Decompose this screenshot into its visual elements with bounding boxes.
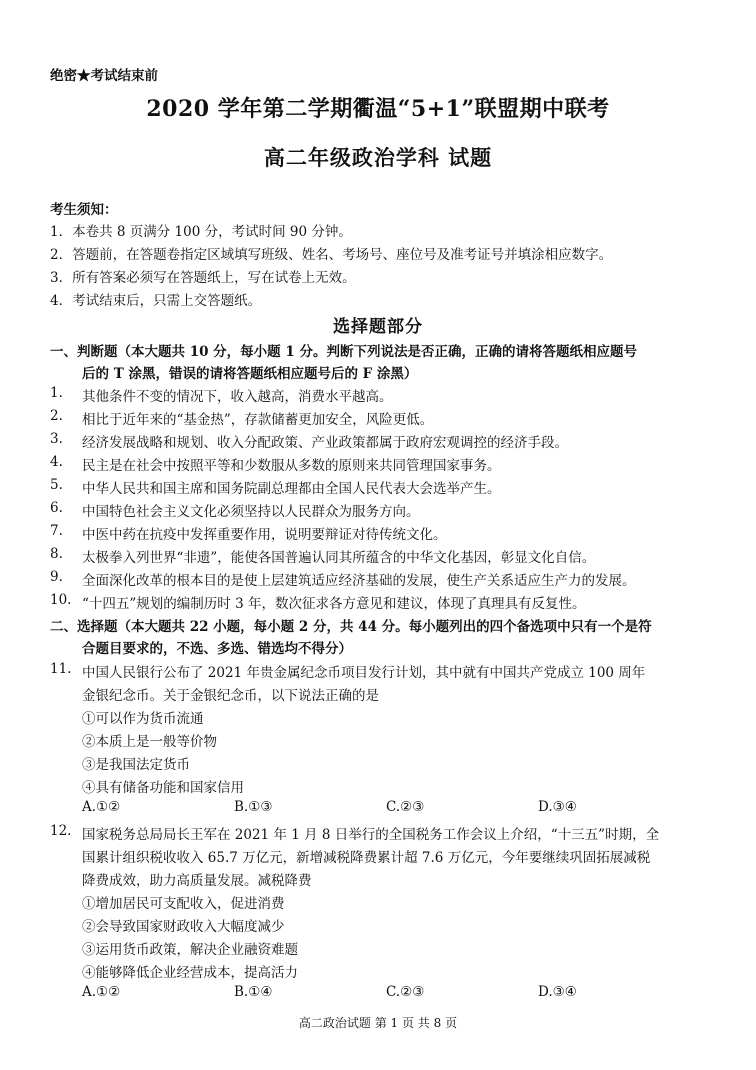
judgment-num: 1. (50, 385, 63, 401)
statement: ①增加居民可支配收入，促进消费 (82, 896, 285, 912)
exam-title: 2020 学年第二学期衢温“5+1”联盟期中联考 (146, 96, 610, 122)
question-stem: 中国人民银行公布了 2021 年贵金属纪念币项目发行计划，其中就有中国共产党成立 100 周年 (82, 665, 646, 681)
statement: ②会导致国家财政收入大幅度减少 (82, 919, 285, 935)
judgment-text: 经济发展战略和规划、收入分配政策、产业政策都属于政府宏观调控的经济手段。 (82, 435, 568, 451)
confidential-label: 绝密★考试结束前 (50, 68, 158, 84)
judgment-num: 7. (50, 523, 63, 539)
statement: ②本质上是一般等价物 (82, 734, 217, 750)
judgment-num: 4. (50, 454, 63, 470)
statement: ③是我国法定货币 (82, 757, 190, 773)
judgment-text: 其他条件不变的情况下，收入越高，消费水平越高。 (82, 389, 393, 405)
judgment-text: 民主是在社会中按照平等和少数服从多数的原则来共同管理国家事务。 (82, 458, 501, 474)
judgment-num: 10. (50, 592, 72, 608)
part1-heading-cont: 后的 T 涂黑，错误的请将答题纸相应题号后的 F 涂黑） (82, 366, 418, 382)
question-num: 12. (50, 823, 72, 839)
judgment-text: 中国特色社会主义文化必须坚持以人民群众为服务方向。 (82, 504, 420, 520)
option-b: B.①④ (234, 984, 273, 1000)
statement: ③运用货币政策，解决企业融资难题 (82, 942, 298, 958)
judgment-num: 8. (50, 546, 63, 562)
page-footer: 高二政治试题 第 1 页 共 8 页 (298, 1016, 458, 1030)
option-c: C.②③ (386, 984, 425, 1000)
notice-item: 3．所有答案必须写在答题纸上，写在试卷上无效。 (50, 270, 356, 286)
question-stem: 国家税务总局局长王军在 2021 年 1 月 8 日举行的全国税务工作会议上介绍，“十三五”时期，全 (82, 827, 660, 843)
notice-heading: 考生须知： (50, 202, 118, 218)
judgment-text: 中医中药在抗疫中发挥重要作用，说明要辩证对待传统文化。 (82, 527, 447, 543)
part1-heading: 一、判断题（本大题共 10 分，每小题 1 分。判断下列说法是否正确，正确的请将答题纸相应题号 (50, 344, 637, 360)
notice-item: 4．考试结束后，只需上交答题纸。 (50, 293, 262, 309)
option-a: A.①② (82, 799, 121, 815)
notice-item: 1．本卷共 8 页满分 100 分，考试时间 90 分钟。 (50, 224, 352, 240)
judgment-text: 全面深化改革的根本目的是使上层建筑适应经济基础的发展，使生产关系适应生产力的发展。 (82, 573, 636, 589)
option-b: B.①③ (234, 799, 273, 815)
part2-heading-cont: 合题目要求的，不选、多选、错选均不得分） (82, 641, 352, 657)
statement: ④能够降低企业经营成本，提高活力 (82, 965, 298, 981)
judgment-num: 2. (50, 408, 63, 424)
notice-item: 2．答题前，在答题卷指定区域填写班级、姓名、考场号、座位号及准考证号并填涂相应数字。 (50, 247, 613, 263)
question-num: 11. (50, 661, 72, 677)
judgment-num: 6. (50, 500, 63, 516)
part2-heading: 二、选择题（本大题共 22 小题，每小题 2 分，共 44 分。每小题列出的四个备选项中只有一个是符 (50, 619, 652, 635)
statement: ①可以作为货币流通 (82, 711, 204, 727)
judgment-text: “十四五”规划的编制历时 3 年，数次征求各方意见和建议，体现了真理具有反复性。 (82, 596, 586, 612)
judgment-text: 相比于近年来的“基金热”，存款储蓄更加安全，风险更低。 (82, 412, 434, 428)
option-a: A.①② (82, 984, 121, 1000)
judgment-num: 5. (50, 477, 63, 493)
judgment-num: 3. (50, 431, 63, 447)
option-d: D.③④ (538, 799, 577, 815)
question-stem: 国累计组织税收收入 65.7 万亿元，新增减税降费累计超 7.6 万亿元，今年要继续巩固拓展减税 (82, 850, 651, 866)
option-d: D.③④ (538, 984, 577, 1000)
question-stem: 金银纪念币。关于金银纪念币，以下说法正确的是 (82, 688, 379, 704)
statement: ④具有储备功能和国家信用 (82, 780, 244, 796)
judgment-text: 中华人民共和国主席和国务院副总理都由全国人民代表大会选举产生。 (82, 481, 501, 497)
question-stem: 降费成效，助力高质量发展。减税降费 (82, 873, 312, 889)
exam-subtitle: 高二年级政治学科 试题 (263, 145, 493, 170)
option-c: C.②③ (386, 799, 425, 815)
section-title: 选择题部分 (333, 317, 423, 337)
judgment-text: 太极拳入列世界“非遗”，能使各国普遍认同其所蕴含的中华文化基因，彰显文化自信。 (82, 550, 596, 566)
judgment-num: 9. (50, 569, 63, 585)
